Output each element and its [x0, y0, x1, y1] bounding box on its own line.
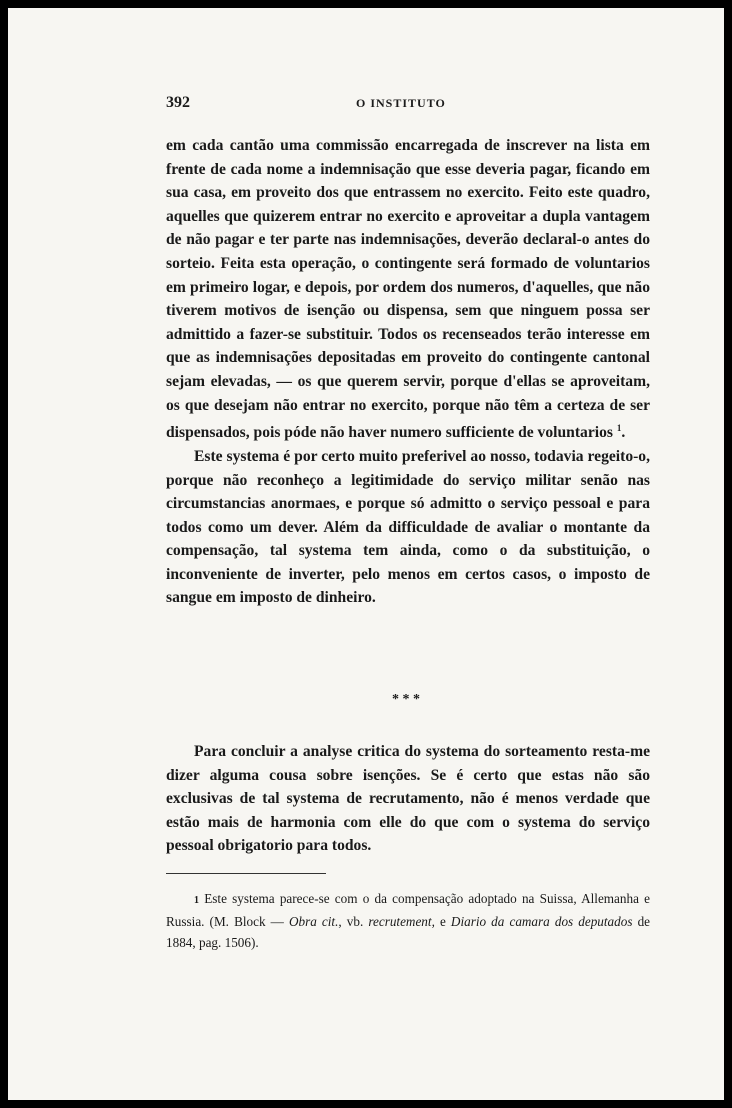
paragraph: Para concluir a analyse critica do systema do sorteamento resta-me dizer alguma cousa sobre isenções. Se é certo que estas não são exclusivas de tal systema de recrutamento, não é menos verdade que estão mais de harmonia com elle do que com o systema do serviço pessoal obrigatorio para todos.	[166, 743, 650, 855]
page-number: 392	[166, 94, 190, 111]
book-page	[8, 8, 724, 1100]
footnote: 1 Este systema parece-se com o da compensação adoptado na Suissa, Allemanha e Russia. (M. Block — Obra cit., vb. recrutement, e Diario da camara dos deputados de 1884, pag. 1506).	[166, 891, 651, 950]
page-header	[166, 94, 650, 118]
paragraph: em cada cantão uma commissão encarregada de inscrever na lista em frente de cada nome a indemnisação que esse deveria pagar, ficando em sua casa, em proveito dos que entrassem no exercito. Feito este quadro, aquelles que quizerem entrar no exercito e aproveitar a dupla vantagem de não pagar e ter parte nas indemnisações, deverão declaral-o antes do sorteio. Feita esta operação, o contingente será formado de voluntarios em primeiro logar, e depois, por ordem dos numeros, d'aquelles, que não tiverem motivos de isenção ou dispensa, sem que ninguem possa ser admittido a fazer-se substituir. Todos os recenseados terão interesse em que as indemnisações depositadas em proveito do contingente cantonal sejam elevadas, — os que querem servir, porque d'ellas se aproveitam, os que desejam não entrar no exercito, porque não têm a certeza de ser dispensados, pois póde não haver numero sufficiente de voluntarios $^1$.	[166, 137, 650, 442]
footnote-reference: 1	[616, 423, 622, 434]
footnote-rule	[166, 873, 326, 874]
running-title: O INSTITUTO	[356, 96, 446, 110]
main-text	[166, 134, 650, 610]
section-break: * * *	[392, 692, 420, 707]
paragraph: Este systema é por certo muito preferivel ao nosso, todavia regeito-o, porque não reconheço a legitimidade do serviço militar senão nas circumstancias anormaes, e porque só admitto o serviço pessoal e para todos como um dever. Além da difficuldade de avaliar o montante da compensação, tal systema tem ainda, como o da substituição, o inconveniente de inverter, pelo menos em certos casos, o imposto de sangue em imposto de dinheiro.	[166, 447, 650, 607]
footnote-marker: 1	[194, 895, 199, 906]
main-text-continued	[166, 740, 650, 858]
